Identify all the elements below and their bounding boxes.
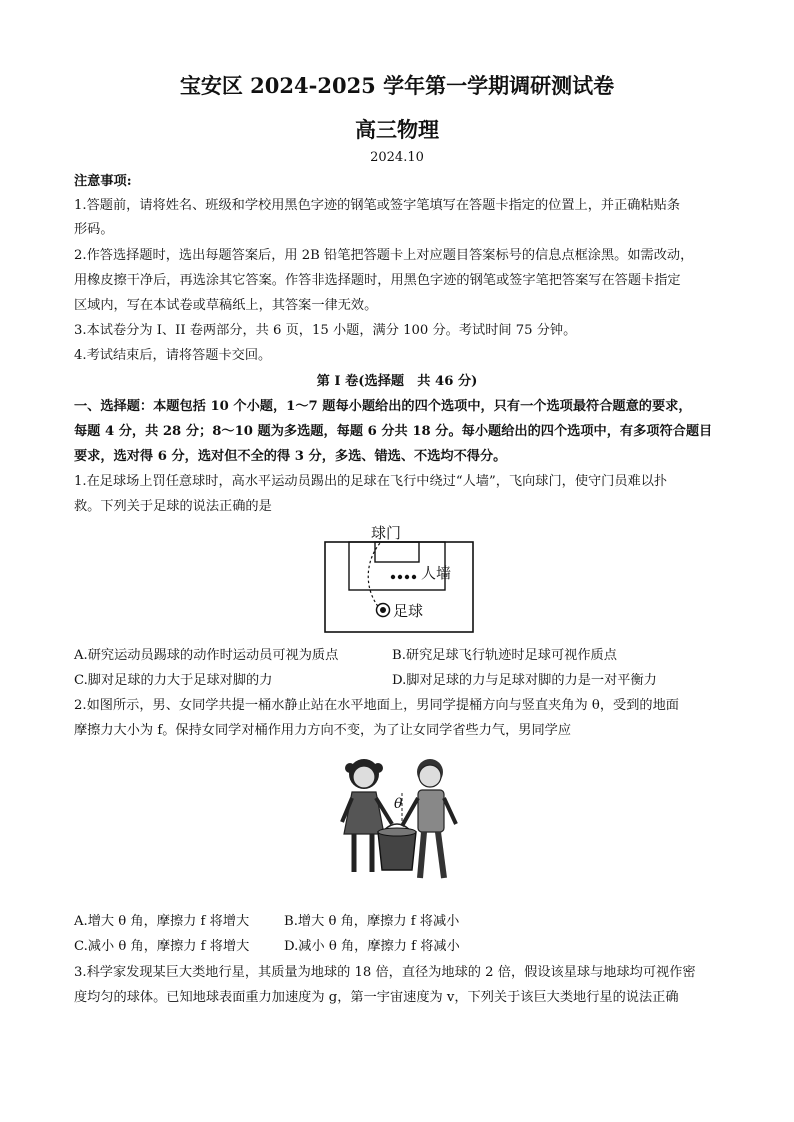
- boy-shirt: [418, 790, 444, 832]
- notice-line-1: 1.答题前，请将姓名、班级和学校用黑色字迹的钢笔或签字笔填写在答题卡指定的位置上，并正确粘贴条: [74, 198, 681, 213]
- theta-label: θ: [394, 796, 403, 812]
- q2-stem-1: 2.如图所示，男、女同学共提一桶水静止站在水平地面上，男同学提桶方向与竖直夹角为 θ，受到的地面: [74, 698, 679, 713]
- q1-soccer-figure: [323, 520, 475, 635]
- boy-face: [419, 765, 441, 787]
- subject-title: 高三物理: [355, 117, 439, 142]
- section1-intro-2: 每题 4 分，共 28 分；8～10 题为多选题，每题 6 分共 18 分。每小题给出的四个选项中，有多项符合题目: [74, 424, 713, 439]
- notice-line-3: 3.本试卷分为 I、II 卷两部分，共 6 页，15 小题，满分 100 分。考试时间 75 分钟。: [74, 323, 577, 338]
- q2-option-a: A.增大 θ 角，摩擦力 f 将增大: [74, 914, 250, 929]
- goal-label: 球门: [371, 524, 402, 542]
- q1-option-a: A.研究运动员踢球的动作时运动员可视为质点: [74, 648, 339, 663]
- goal-area: [375, 542, 419, 562]
- q2-option-d: D.减小 θ 角，摩擦力 f 将减小: [284, 939, 460, 954]
- wall-player-dot: [412, 575, 416, 579]
- exam-date: 2024.10: [370, 150, 424, 165]
- q2-option-b: B.增大 θ 角，摩擦力 f 将减小: [284, 914, 460, 929]
- q1-stem-1: 1.在足球场上罚任意球时，高水平运动员踢出的足球在飞行中绕过“人墙”，飞向球门，使守门员难以扑: [74, 474, 668, 489]
- ball-trajectory: [368, 542, 381, 610]
- section1-heading: 第 I 卷(选择题 共 46 分): [316, 374, 478, 389]
- q1-stem-2: 救。下列关于足球的说法正确的是: [74, 499, 272, 514]
- wall-player-dot: [398, 575, 402, 579]
- bucket-icon: [378, 832, 416, 870]
- q3-stem-2: 度均匀的球体。已知地球表面重力加速度为 g，第一宇宙速度为 v，下列关于该巨大类地行星的说法正确: [74, 990, 679, 1005]
- section1-intro-1: 一、选择题：本题包括 10 个小题，1～7 题每小题给出的四个选项中，只有一个选项最符合题意的要求，: [74, 399, 692, 414]
- q2-stem-2: 摩擦力大小为 f。保持女同学对桶作用力方向不变，为了让女同学省些力气，男同学应: [74, 723, 572, 738]
- notice-line-2b: 用橡皮擦干净后，再选涂其它答案。作答非选择题时，用黑色字迹的钢笔或签字笔把答案写在答题卡指定: [74, 273, 681, 288]
- ball-label: 足球: [393, 602, 424, 620]
- q2-students-figure: [330, 752, 470, 892]
- notice-line-1b: 形码。: [74, 222, 114, 237]
- wall-player-dot: [405, 575, 409, 579]
- q3-stem-1: 3.科学家发现某巨大类地行星，其质量为地球的 18 倍，直径为地球的 2 倍，假设该星球与地球均可视作密: [74, 965, 696, 980]
- q2-option-c: C.减小 θ 角，摩擦力 f 将增大: [74, 939, 250, 954]
- section1-intro-3: 要求，选对得 6 分，选对但不全的得 3 分，多选、错选、不选均不得分。: [74, 449, 507, 464]
- girl-face: [353, 766, 375, 788]
- notice-line-2c: 区域内，写在本试卷或草稿纸上，其答案一律无效。: [74, 298, 378, 313]
- q1-option-c: C.脚对足球的力大于足球对脚的力: [74, 673, 273, 688]
- wall-player-dot: [391, 575, 395, 579]
- q1-option-b: B.研究足球飞行轨迹时足球可视作质点: [392, 648, 617, 663]
- notice-line-4: 4.考试结束后，请将答题卡交回。: [74, 348, 272, 363]
- q1-option-d: D.脚对足球的力与足球对脚的力是一对平衡力: [392, 673, 657, 688]
- notice-heading: 注意事项:: [74, 174, 132, 189]
- wall-label: 人墙: [421, 564, 452, 582]
- exam-title: 宝安区 2024-2025 学年第一学期调研测试卷: [179, 73, 615, 98]
- notice-line-2: 2.作答选择题时，选出每题答案后，用 2B 铅笔把答题卡上对应题目答案标号的信息点框涂黑。如需改动，: [74, 248, 694, 263]
